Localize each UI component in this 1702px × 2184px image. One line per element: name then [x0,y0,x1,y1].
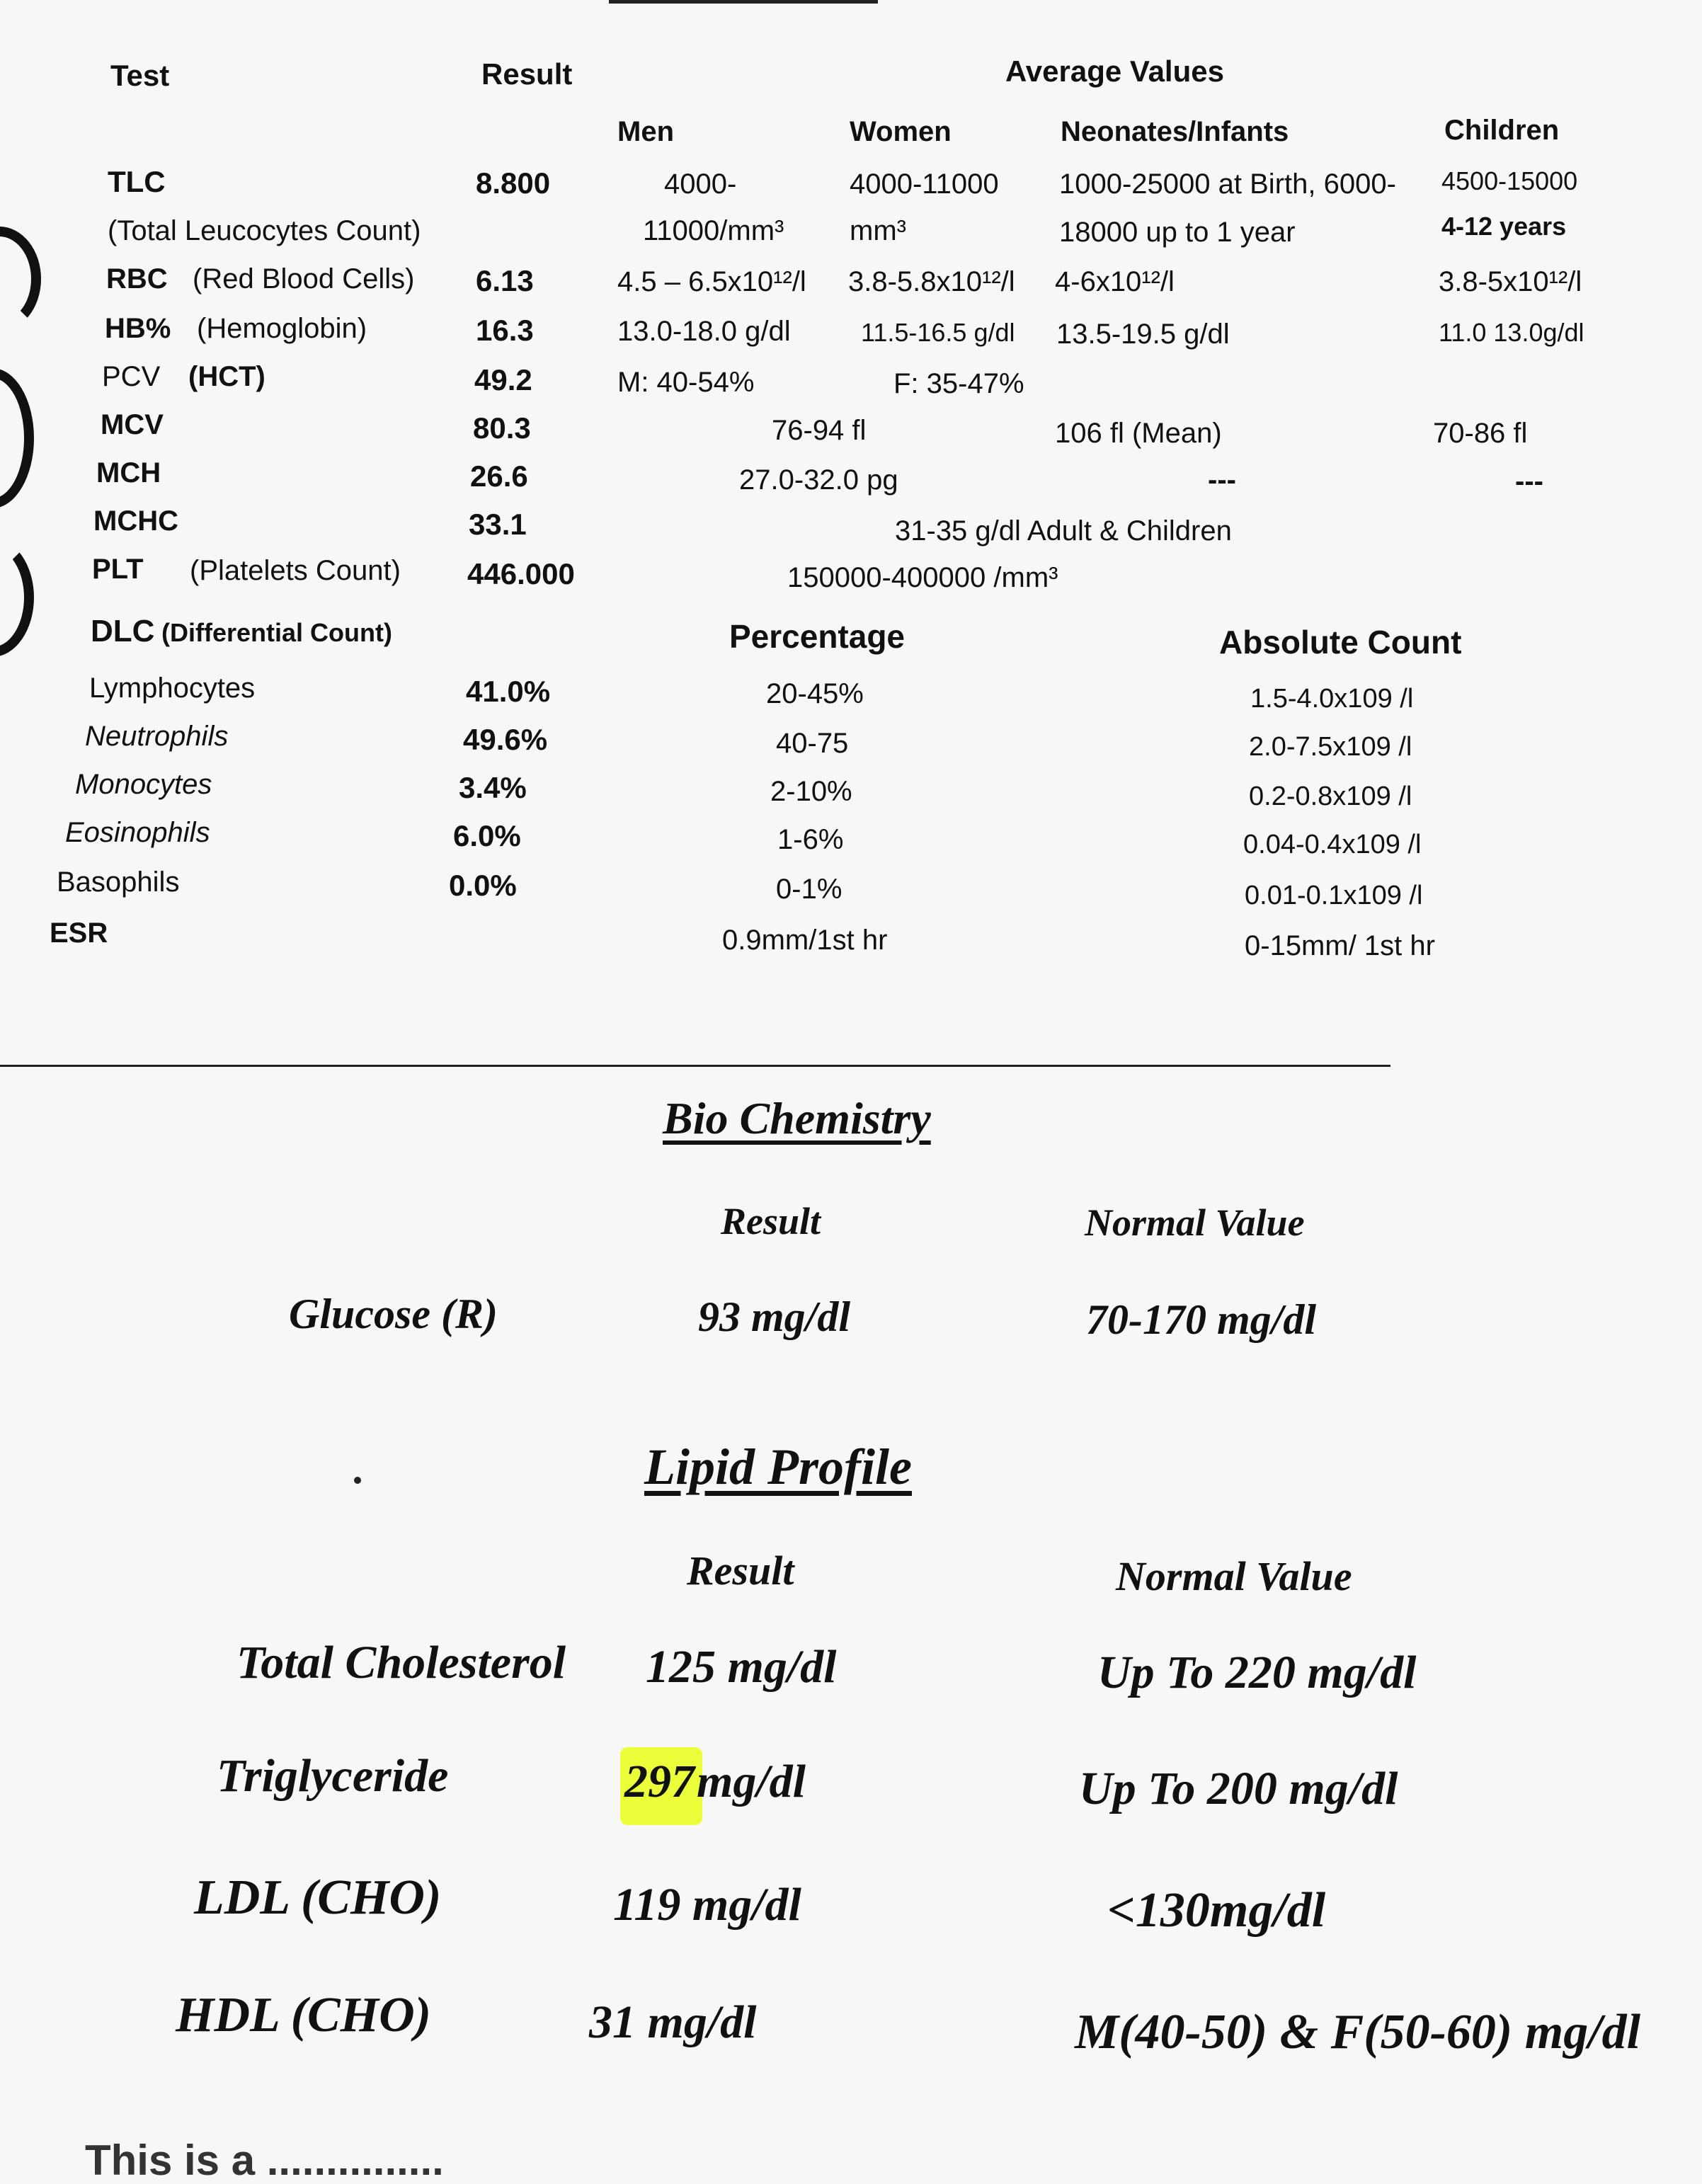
pcv-full: (HCT) [188,361,265,392]
esr-result: 0.9mm/1st hr [722,925,888,956]
total-cholesterol-name: Total Cholesterol [236,1637,566,1688]
glucose-result: 93 mg/dl [698,1293,851,1340]
tlc-women-line1: 4000-11000 [850,168,999,200]
section-divider [0,1065,1390,1067]
total-cholesterol-result: 125 mg/dl [646,1641,837,1693]
dlc-absolute-header: Absolute Count [1219,624,1462,661]
plt-range: 150000-400000 /mm³ [787,562,1058,593]
dlc-neutrophils-name: Neutrophils [85,721,229,752]
esr-name: ESR [50,917,108,949]
tlc-men-line2: 11000/mm³ [643,215,784,246]
rbc-women: 3.8-5.8x10¹²/l [848,266,1015,297]
stray-dot [354,1477,361,1484]
triglyceride-name: Triglyceride [217,1750,449,1802]
header-neonates: Neonates/Infants [1061,116,1289,147]
plt-result: 446.000 [467,557,575,590]
hb-result: 16.3 [476,314,534,347]
tlc-neo-line2: 18000 up to 1 year [1059,217,1296,248]
mch-name: MCH [96,457,161,488]
dlc-neutrophils-pct: 40-75 [776,728,849,759]
dlc-monocytes-result: 3.4% [459,771,527,804]
mchc-name: MCHC [93,505,178,537]
hb-men: 13.0-18.0 g/dl [617,316,791,347]
ldl-name: LDL (CHO) [194,1870,442,1925]
tlc-name: TLC [108,165,166,198]
pcv-result: 49.2 [474,363,532,396]
dlc-neutrophils-abs: 2.0-7.5x109 /l [1249,732,1412,762]
lipid-title: Lipid Profile [644,1439,912,1495]
dlc-name: DLC [91,614,155,648]
hb-children: 11.0 13.0g/dl [1439,318,1584,347]
tlc-women-line2: mm³ [850,215,906,246]
dlc-eosinophils-abs: 0.04-0.4x109 /l [1243,830,1422,859]
rbc-neo: 4-6x10¹²/l [1055,266,1175,297]
rbc-result: 6.13 [476,264,534,297]
hb-women: 11.5-16.5 g/dl [861,318,1015,347]
mcv-neo: 106 fl (Mean) [1055,418,1222,449]
glucose-normal: 70-170 mg/dl [1086,1296,1316,1343]
margin-handwriting-mark [0,368,34,508]
tlc-neo-line1: 1000-25000 at Birth, 6000- [1059,168,1396,200]
dlc-basophils-pct: 0-1% [776,874,843,905]
dlc-neutrophils-result: 49.6% [463,723,548,756]
header-children: Children [1444,115,1560,146]
triglyceride-result-value: 297 [624,1756,695,1807]
header-result: Result [481,57,573,91]
biochem-normal-header: Normal Value [1085,1201,1305,1244]
hdl-normal: M(40-50) & F(50-60) mg/dl [1075,2005,1641,2059]
margin-handwriting-mark [0,538,34,657]
pcv-men: M: 40-54% [617,367,755,398]
mch-children: --- [1515,466,1543,497]
plt-full: (Platelets Count) [190,555,401,586]
tlc-men-line1: 4000- [664,168,737,200]
pcv-name: PCV [102,361,161,392]
dlc-eosinophils-name: Eosinophils [65,817,210,848]
header-average-values: Average Values [1005,55,1224,88]
mcv-children: 70-86 fl [1433,418,1528,449]
dlc-lymphocytes-pct: 20-45% [766,678,864,709]
rbc-men: 4.5 – 6.5x10¹²/l [617,266,806,297]
plt-name: PLT [92,554,144,585]
dlc-eosinophils-pct: 1-6% [777,824,844,855]
hb-name: HB% [105,313,171,344]
biochem-result-header: Result [721,1200,821,1242]
dlc-basophils-result: 0.0% [449,869,517,902]
lipid-normal-header: Normal Value [1116,1553,1352,1599]
glucose-name: Glucose (R) [289,1291,498,1337]
header-men: Men [617,116,674,147]
ldl-result: 119 mg/dl [613,1879,801,1931]
hdl-name: HDL (CHO) [176,1988,431,2042]
dlc-monocytes-abs: 0.2-0.8x109 /l [1249,782,1412,811]
pcv-women: F: 35-47% [893,368,1024,399]
tlc-full: (Total Leucocytes Count) [108,215,421,246]
biochem-title: Bio Chemistry [663,1093,931,1143]
triglyceride-normal: Up To 200 mg/dl [1079,1763,1398,1814]
dlc-lymphocytes-abs: 1.5-4.0x109 /l [1250,684,1414,714]
tlc-result: 8.800 [476,166,551,200]
dlc-basophils-abs: 0.01-0.1x109 /l [1245,881,1423,910]
rbc-children: 3.8-5x10¹²/l [1439,266,1582,297]
dlc-lymphocytes-name: Lymphocytes [89,673,256,704]
dlc-percentage-header: Percentage [729,618,906,655]
rbc-full: (Red Blood Cells) [193,263,415,295]
mch-adult: 27.0-32.0 pg [739,464,898,496]
mchc-range: 31-35 g/dl Adult & Children [895,515,1232,547]
lipid-result-header: Result [687,1548,794,1594]
tlc-children-line1: 4500-15000 [1441,166,1578,195]
dlc-monocytes-pct: 2-10% [770,776,852,807]
triglyceride-result-unit: mg/dl [697,1756,806,1807]
margin-handwriting-mark [0,227,41,331]
mcv-name: MCV [101,409,164,440]
tlc-children-line2: 4-12 years [1441,212,1567,241]
mch-result: 26.6 [470,459,528,493]
dlc-monocytes-name: Monocytes [75,769,212,800]
header-women: Women [850,116,952,147]
dlc-eosinophils-result: 6.0% [453,819,521,852]
header-test: Test [110,59,170,92]
mcv-result: 80.3 [473,411,531,445]
hb-neo: 13.5-19.5 g/dl [1056,319,1230,350]
hb-full: (Hemoglobin) [197,313,367,344]
hdl-result: 31 mg/dl [589,1996,757,2048]
ldl-normal: <130mg/dl [1107,1883,1326,1938]
total-cholesterol-normal: Up To 220 mg/dl [1097,1647,1417,1698]
mchc-result: 33.1 [469,508,527,541]
dlc-lymphocytes-result: 41.0% [466,675,551,708]
dlc-basophils-name: Basophils [57,867,180,898]
mcv-adult: 76-94 fl [772,415,867,446]
esr-range: 0-15mm/ 1st hr [1245,930,1435,961]
top-header-line [609,0,878,4]
dlc-full: (Differential Count) [161,618,392,647]
footer-partial-text: This is a ............... [85,2137,444,2184]
mch-neo: --- [1208,464,1236,496]
rbc-name: RBC [106,263,168,295]
